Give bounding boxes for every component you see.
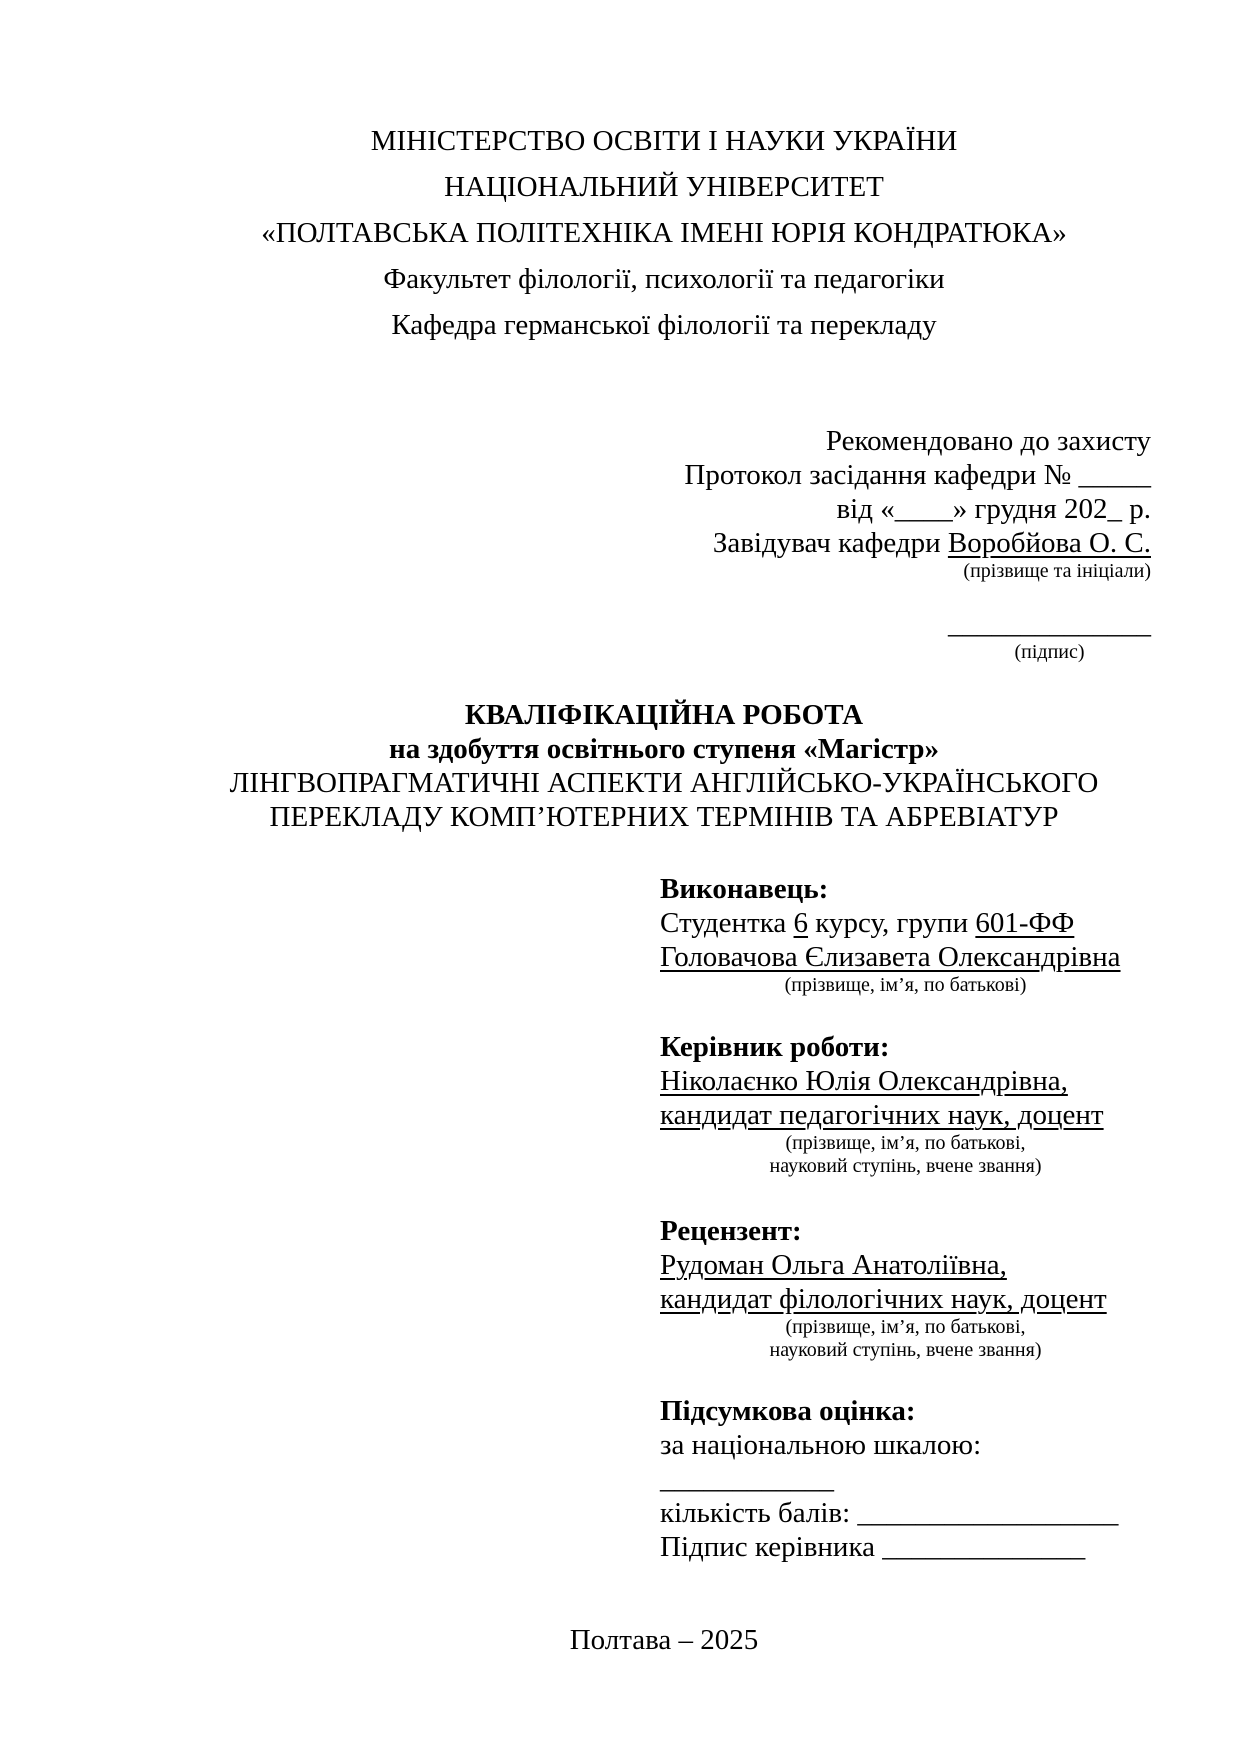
executor-label: Виконавець: (660, 873, 829, 905)
reviewer-block (660, 1214, 1151, 1362)
executor-name: Головачова Єлизавета Олександрівна (660, 941, 1121, 973)
approval-head-prefix: Завідувач кафедри (712, 527, 948, 559)
grade-supervisor-signature-line: Підпис керівника ______________ (660, 1531, 1086, 1563)
reviewer-name: Рудоман Ольга Анатоліївна, (660, 1249, 1007, 1281)
reviewer-label: Рецензент: (660, 1215, 802, 1247)
executor-student-line (660, 906, 1151, 940)
grade-national-scale-line: за національною шкалою: ____________ (660, 1429, 982, 1495)
header-line-ministry: МІНІСТЕРСТВО ОСВІТИ І НАУКИ УКРАЇНИ (370, 125, 958, 157)
approval-block (177, 424, 1151, 666)
reviewer-degree-line (660, 1282, 1151, 1316)
supervisor-caption-2: науковий ступінь, вчене звання) (769, 1155, 1042, 1177)
header-line-university: НАЦІОНАЛЬНИЙ УНІВЕРСИТЕТ (444, 171, 884, 203)
thesis-type-line: КВАЛІФІКАЦІЙНА РОБОТА (464, 699, 864, 731)
thesis-topic-line-2: ПЕРЕКЛАДУ КОМП’ЮТЕРНИХ ТЕРМІНІВ ТА АБРЕВІАТУР (269, 801, 1059, 833)
supervisor-caption-1: (прізвище, ім’я, по батькові, (785, 1132, 1026, 1154)
supervisor-degree: кандидат педагогічних наук, доцент (660, 1099, 1104, 1131)
approval-protocol-line: Протокол засідання кафедри № _____ (684, 459, 1151, 491)
supervisor-label: Керівник роботи: (660, 1031, 890, 1063)
final-grade-label: Підсумкова оцінка: (660, 1395, 916, 1427)
footer-city-year: Полтава – 2025 (569, 1624, 759, 1656)
approval-head-caption: (прізвище та ініціали) (963, 560, 1151, 582)
final-grade-block (660, 1394, 1151, 1564)
executor-block (660, 872, 1151, 997)
approval-recommended-line: Рекомендовано до захисту (825, 425, 1151, 457)
supervisor-name: Ніколаєнко Юлія Олександрівна, (660, 1065, 1068, 1097)
header-line-faculty: Факультет філології, психології та педагогіки (383, 263, 945, 295)
grade-points-line: кількість балів: __________________ (660, 1497, 1119, 1529)
header-line-university-name: «ПОЛТАВСЬКА ПОЛІТЕХНІКА ІМЕНІ ЮРІЯ КОНДРАТЮКА» (261, 217, 1067, 249)
approval-head-line (177, 526, 1151, 560)
thesis-topic-line-1: ЛІНГВОПРАГМАТИЧНІ АСПЕКТИ АНГЛІЙСЬКО-УКРАЇНСЬКОГО (229, 767, 1099, 799)
document-header (177, 118, 1151, 348)
department-head-name: Воробйова О. С. (947, 527, 1151, 559)
signature-block (177, 607, 1151, 666)
executor-line-middle: курсу, групи (808, 907, 976, 939)
approval-date-line: від «____» грудня 202_ р. (836, 493, 1151, 525)
thesis-title-block (177, 698, 1151, 834)
supervisor-degree-line (660, 1098, 1151, 1132)
executor-course-number: 6 (793, 907, 809, 939)
executor-group-code: 601-ФФ (975, 907, 1075, 939)
header-line-department: Кафедра германської філології та перекладу (391, 309, 937, 341)
signature-caption: (підпис) (1014, 641, 1085, 663)
reviewer-caption-1: (прізвище, ім’я, по батькові, (785, 1316, 1026, 1338)
executor-caption: (прізвище, ім’я, по батькові) (784, 974, 1027, 996)
reviewer-degree: кандидат філологічних наук, доцент (660, 1283, 1107, 1315)
executor-line-prefix: Студентка (660, 907, 794, 939)
reviewer-caption-2: науковий ступінь, вчене звання) (769, 1339, 1042, 1361)
thesis-degree-line: на здобуття освітнього ступеня «Магістр» (389, 733, 939, 765)
signature-line: ______________ (948, 608, 1151, 640)
supervisor-name-line (660, 1064, 1151, 1098)
supervisor-block (660, 1030, 1151, 1178)
signature-inner (948, 607, 1151, 664)
executor-name-line (660, 940, 1151, 974)
reviewer-name-line (660, 1248, 1151, 1282)
